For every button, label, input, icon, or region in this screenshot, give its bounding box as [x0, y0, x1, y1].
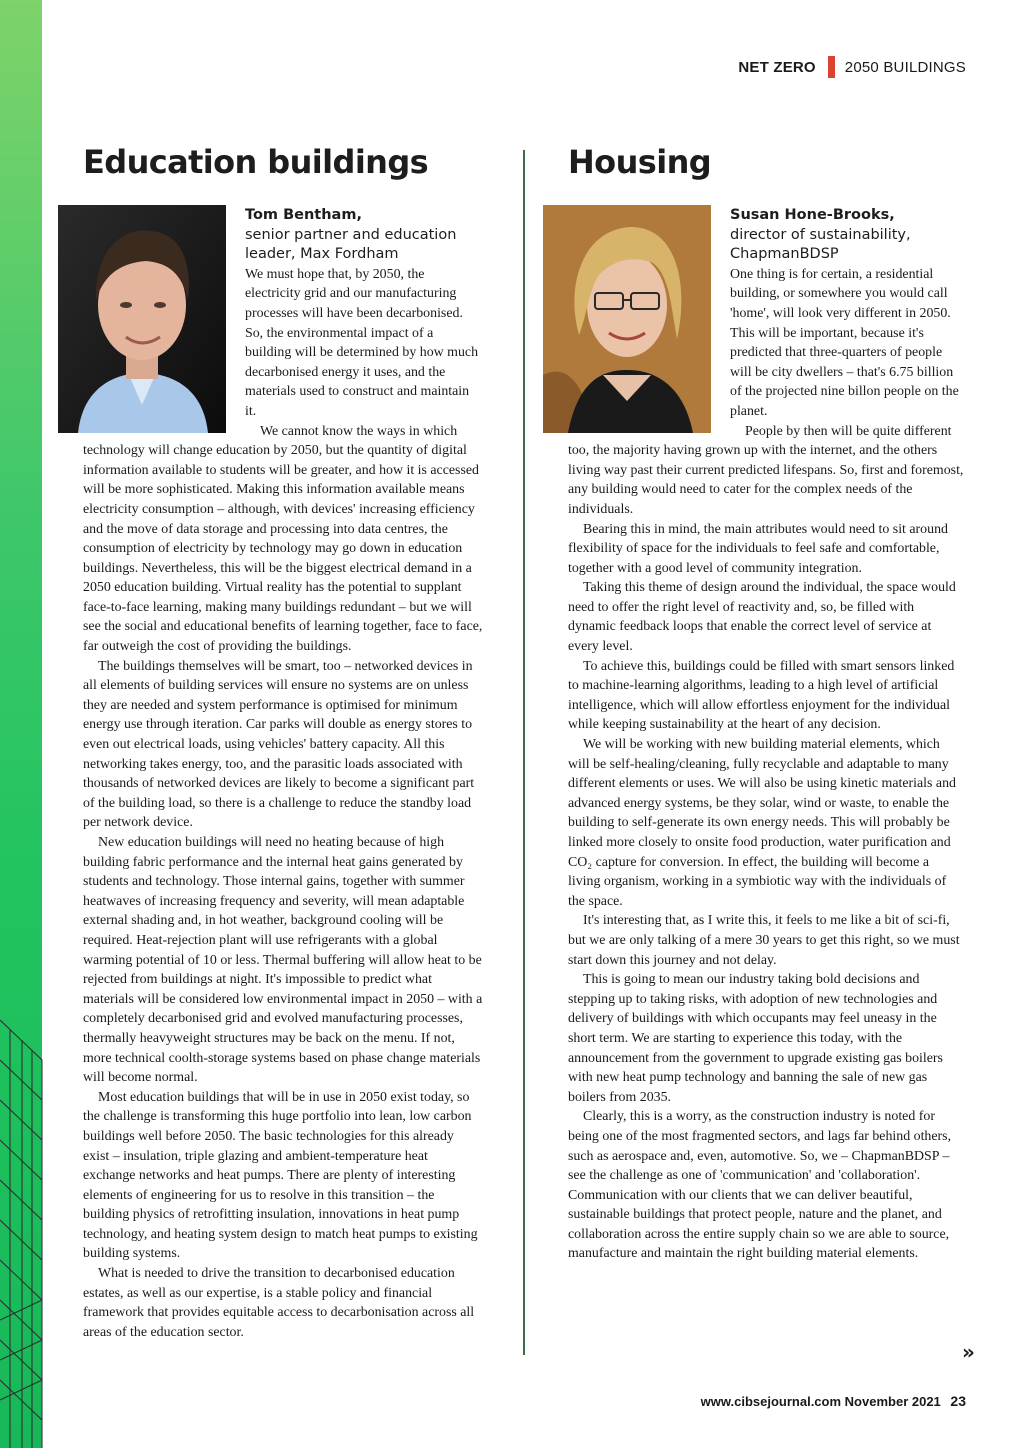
housing-author-name: Susan Hone-Brooks, — [730, 207, 895, 223]
subsection-label: 2050 BUILDINGS — [844, 58, 966, 76]
footer-date: November 2021 — [844, 1394, 941, 1409]
column-divider — [523, 150, 525, 1355]
education-author-name: Tom Bentham, — [245, 207, 362, 223]
paragraph: Bearing this in mind, the main attributes would need to sit around flexibility of space for the individuals to feel safe and comfortable, together with a good level of community integration. — [568, 521, 948, 576]
paragraph: Taking this theme of design around the individual, the space would need to offer the right level of reactivity and, so, be filled with dynamic feedback loops that enable the correct level of service at every level. — [568, 580, 956, 655]
section-header — [738, 56, 966, 78]
footer-url: www.cibsejournal.com — [700, 1394, 842, 1409]
building-sketch-illustration — [0, 1000, 60, 1448]
paragraph: People by then will be quite different too, the majority having grown up with the internet, and the others living way past their current predicted lifespans. So, first and foremost, any building would need to cater for the complex needs of the individuals. — [568, 423, 964, 517]
paragraph: We will be working with new building material elements, which will be self-healing/cleaning, fully recyclable and adaptable to many different elements or uses. We will also be using kinetic materials and advanced energy systems, be they solar, wind or waste, to enable the building to self-generate its own energy needs. This will probably be linked more closely to onsite food production, water purification and CO₂ capture for conversion. In effect, the building will become a living organism, working in a symbiotic way with the individuals of the space. — [568, 737, 956, 909]
section-label: NET ZERO — [738, 58, 816, 76]
paragraph: It's interesting that, as I write this, it feels to me like a bit of sci-fi, but we are only talking of a mere 30 years to get this right, so we must start down this journey and not delay. — [568, 913, 960, 968]
housing-author-role: director of sustainability, ChapmanBDSP — [730, 226, 911, 263]
paragraph: This is going to mean our industry taking bold decisions and stepping up to taking risks, with adoption of new technologies and delivery of buildings with which occupants may feel uneasy in the short term. We are starting to experience this today, with the announcement from the government to upgrade existing gas boilers with new heat pump technology and banning the sale of new gas boilers from 2035. — [568, 972, 943, 1105]
paragraph: Most education buildings that will be in use in 2050 exist today, so the challenge is transforming this huge portfolio into lean, low carbon buildings well before 2050. The basic technologies for this already exist – insulation, triple glazing and ambient-temperature heat exchange networks and heat pumps. There are plenty of interesting elements of engineering for us to resolve in this transition – the building physics of retrofitting insulation, innovations in heat pump technology, and heating system design to match heat pumps to existing building systems. — [83, 1089, 478, 1262]
paragraph: To achieve this, buildings could be filled with smart sensors linked to machine-learning algorithms, leading to a high level of artificial intelligence, which will allow effortless enjoyment for the individual while keeping sustainability at the heart of any decision. — [568, 658, 955, 733]
education-title: Education buildings — [83, 143, 429, 181]
paragraph: Clearly, this is a worry, as the construction industry is noted for being one of the most fragmented sectors, and lags far behind others, such as aerospace and, even, automotive. So, we – ChapmanBDSP – see the challenge as one of 'communication' and 'collaboration'. Communication with our clients that we can deliver beautiful, sustainable buildings that protect people, nature and the planet, and collaboration across the entire supply chain so we are able to source, manufacture and maintain the right building material elements. — [568, 1109, 952, 1262]
paragraph: What is needed to drive the transition to decarbonised education estates, as well as our expertise, is a stable policy and financial framework that provides equitable access to decarbonisation across all areas of the education sector. — [83, 1266, 475, 1340]
education-author-role: senior partner and education leader, Max Fordham — [245, 226, 457, 263]
page-number: 23 — [950, 1393, 966, 1409]
paragraph: We cannot know the ways in which technology will change education by 2050, but the quantity of digital information available to students will be greater, and how it is accessed will be more sophisticated. Making this information available means electricity consumption – although, with devices' increasing efficiency and the move of data storage and processing into data centres, the consumption of electricity by technology may go down in education buildings. Nevertheless, this will be the biggest electrical demand in a 2050 education building. Virtual reality has the potential to supplant face-to-face learning, making many buildings redundant – but we will see the social and educational benefits of learning together, face to face, far outweigh the cost of providing the buildings. — [83, 423, 483, 655]
page-footer — [701, 1393, 966, 1409]
paragraph: We must hope that, by 2050, the electricity grid and our manufacturing processes will have been decarbonised. So, the environmental impact of a building will be determined by how much decarbonised energy it uses, and the materials used to construct and maintain it. — [245, 266, 479, 419]
housing-title: Housing — [568, 143, 712, 181]
paragraph: New education buildings will need no heating because of high building fabric performance and the internal heat gains generated by students and technology. Those internal gains, together with summer heatwaves of increasing frequency and severity, will mean adaptable external shading and, in hot weather, background cooling will be required. Heat-rejection plant will use refrigerants with a global warming potential of 10 or less. Thermal buffering will allow heat to be rejected from buildings at night. It's impossible to predict what materials will be considered low environmental impact in 2050 – with a completely decarbonised grid and evolved manufacturing processes, thermally heavyweight structures may be back on the menu. If not, more technical coolth-storage systems based on phase change materials will become normal. — [83, 835, 483, 1086]
header-accent-mark — [828, 56, 835, 78]
paragraph: The buildings themselves will be smart, too – networked devices in all elements of building services will ensure no systems are on unless they are needed and system performance is optimised for minimum energy use through iteration. Car parks will double as energy stores to even out electrical loads, using vehicles' battery capacity. All this networking takes energy, too, and the parasitic loads associated with thousands of networked devices are likely to become a significant part of the building load, so there is a challenge to reduce the standby load per network device. — [83, 658, 475, 831]
housing-column — [568, 140, 964, 1264]
education-column — [83, 140, 483, 1342]
continue-arrow-icon: » — [962, 1340, 975, 1364]
paragraph: One thing is for certain, a residential building, or somewhere you would call 'home', will look very different in 2050. This will be important, because it's predicted that three-quarters of people will be city dwellers – that's 6.75 billion of the projected nine billon people on the planet. — [730, 266, 959, 419]
author-photo-susan-hone-brooks — [543, 205, 711, 433]
author-photo-tom-bentham — [58, 205, 226, 433]
